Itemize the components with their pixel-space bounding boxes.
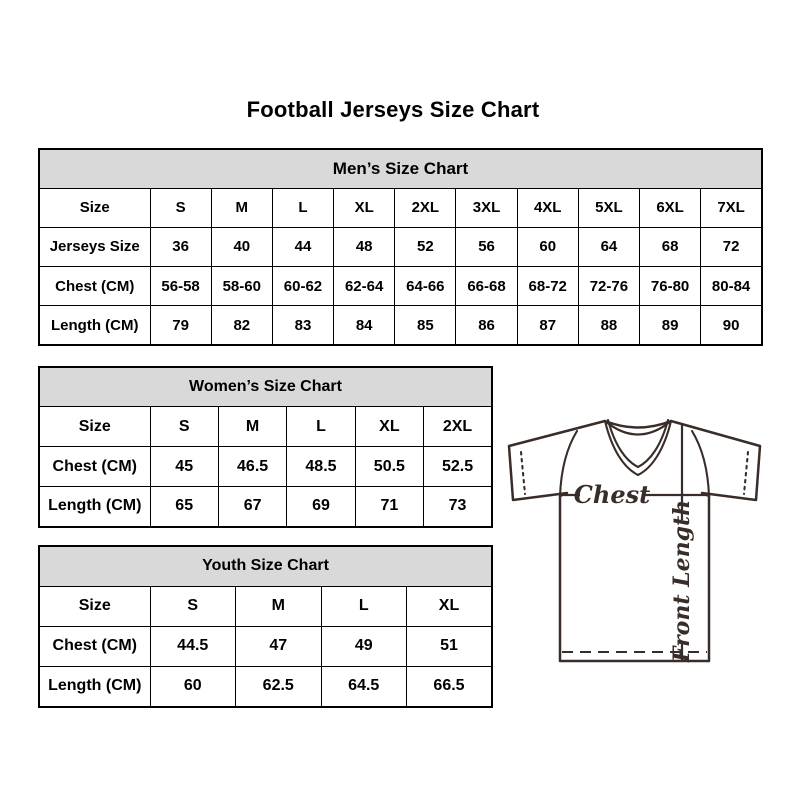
cell-value: 64-66	[395, 267, 456, 306]
cell-value: 51	[407, 626, 493, 666]
table-title: Youth Size Chart	[39, 546, 492, 586]
cell-value: XL	[355, 407, 423, 447]
cell-value: L	[272, 188, 333, 227]
chest-label: Chest	[573, 480, 651, 509]
cell-value: 66-68	[456, 267, 517, 306]
cell-value: 65	[150, 487, 218, 527]
row-label: Chest (CM)	[39, 626, 150, 666]
cell-value: 86	[456, 306, 517, 345]
row-label: Jerseys Size	[39, 227, 150, 266]
cell-value: S	[150, 407, 218, 447]
row-label: Length (CM)	[39, 306, 150, 345]
cell-value: 48	[334, 227, 395, 266]
cell-value: M	[236, 586, 322, 626]
table-row	[39, 487, 492, 527]
cell-value: M	[218, 407, 286, 447]
cell-value: 50.5	[355, 447, 423, 487]
cell-value: 47	[236, 626, 322, 666]
table-row	[39, 667, 492, 707]
cell-value: 56	[456, 227, 517, 266]
cell-value: XL	[334, 188, 395, 227]
cell-value: 73	[424, 487, 492, 527]
cell-value: 66.5	[407, 667, 493, 707]
cell-value: 36	[150, 227, 211, 266]
table-row	[39, 407, 492, 447]
mens-size-table	[38, 148, 763, 346]
cell-value: 64.5	[321, 667, 407, 707]
cell-value: 3XL	[456, 188, 517, 227]
cell-value: L	[321, 586, 407, 626]
cell-value: 76-80	[640, 267, 701, 306]
table-title-row	[39, 367, 492, 407]
cell-value: 71	[355, 487, 423, 527]
cell-value: 49	[321, 626, 407, 666]
table-row	[39, 188, 762, 227]
table-row	[39, 306, 762, 345]
front-length-label: Front Length	[669, 499, 695, 663]
cell-value: 67	[218, 487, 286, 527]
table-row	[39, 267, 762, 306]
cell-value: 64	[578, 227, 639, 266]
cell-value: 60	[150, 667, 236, 707]
youth-size-table	[38, 545, 493, 708]
table-title: Women’s Size Chart	[39, 367, 492, 407]
cell-value: S	[150, 188, 211, 227]
row-label: Size	[39, 188, 150, 227]
table-title-row	[39, 149, 762, 188]
womens-size-table	[38, 366, 493, 528]
cell-value: 69	[287, 487, 355, 527]
cell-value: M	[211, 188, 272, 227]
cell-value: 68	[640, 227, 701, 266]
row-label: Size	[39, 407, 150, 447]
cell-value: 88	[578, 306, 639, 345]
row-label: Length (CM)	[39, 667, 150, 707]
cell-value: 44	[272, 227, 333, 266]
cell-value: 84	[334, 306, 395, 345]
cell-value: S	[150, 586, 236, 626]
cell-value: 40	[211, 227, 272, 266]
jersey-diagram	[503, 407, 767, 667]
cell-value: 68-72	[517, 267, 578, 306]
table-row	[39, 586, 492, 626]
table-title-row	[39, 546, 492, 586]
cell-value: 56-58	[150, 267, 211, 306]
cell-value: 2XL	[424, 407, 492, 447]
cell-value: 72-76	[578, 267, 639, 306]
cell-value: 62-64	[334, 267, 395, 306]
table-row	[39, 626, 492, 666]
row-label: Chest (CM)	[39, 447, 150, 487]
cell-value: 6XL	[640, 188, 701, 227]
cell-value: 72	[701, 227, 762, 266]
cell-value: 87	[517, 306, 578, 345]
cell-value: 79	[150, 306, 211, 345]
row-label: Size	[39, 586, 150, 626]
cell-value: 45	[150, 447, 218, 487]
cell-value: 58-60	[211, 267, 272, 306]
cell-value: 7XL	[701, 188, 762, 227]
cell-value: 82	[211, 306, 272, 345]
cell-value: 60-62	[272, 267, 333, 306]
cell-value: 62.5	[236, 667, 322, 707]
cell-value: 46.5	[218, 447, 286, 487]
cell-value: 5XL	[578, 188, 639, 227]
cell-value: 52	[395, 227, 456, 266]
table-title: Men’s Size Chart	[39, 149, 762, 188]
cell-value: 52.5	[424, 447, 492, 487]
table-row	[39, 447, 492, 487]
row-label: Length (CM)	[39, 487, 150, 527]
page-title: Football Jerseys Size Chart	[246, 97, 540, 122]
table-row	[39, 227, 762, 266]
cell-value: 80-84	[701, 267, 762, 306]
cell-value: 85	[395, 306, 456, 345]
cell-value: 48.5	[287, 447, 355, 487]
cell-value: XL	[407, 586, 493, 626]
cell-value: 83	[272, 306, 333, 345]
cell-value: L	[287, 407, 355, 447]
cell-value: 60	[517, 227, 578, 266]
row-label: Chest (CM)	[39, 267, 150, 306]
cell-value: 2XL	[395, 188, 456, 227]
cell-value: 89	[640, 306, 701, 345]
cell-value: 44.5	[150, 626, 236, 666]
cell-value: 4XL	[517, 188, 578, 227]
cell-value: 90	[701, 306, 762, 345]
jersey-outline-shape	[509, 421, 760, 661]
